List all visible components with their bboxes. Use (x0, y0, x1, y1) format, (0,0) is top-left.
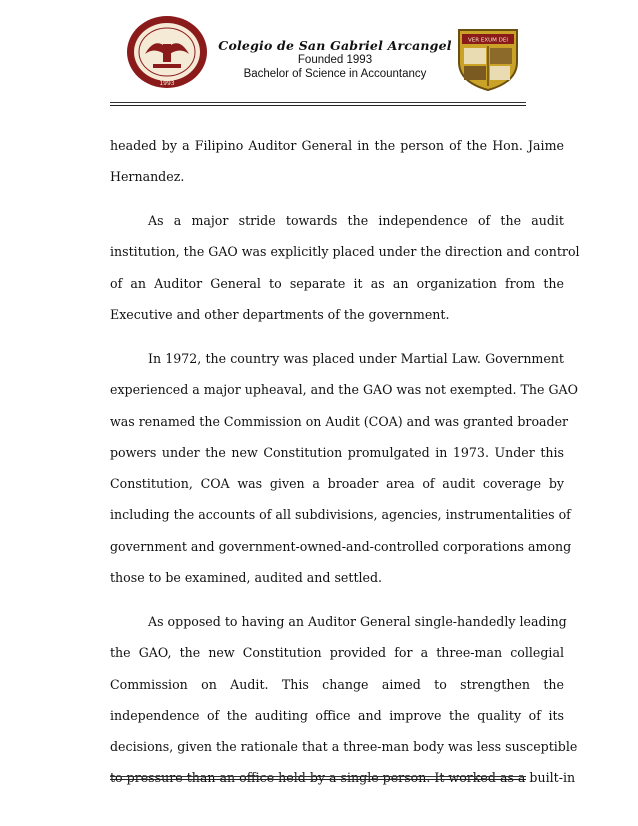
paragraph-line: was renamed the Commission on Audit (COA) and was granted broader (110, 413, 569, 429)
paragraph-line: As opposed to having an Auditor General single-handedly leading (148, 613, 567, 629)
program-text: Bachelor of Science in Accountancy (243, 68, 427, 80)
shield-motto-text: VER EXUM DEI (468, 37, 508, 44)
paragraph-line: experienced a major upheaval, and the GAO was not exempted. The GAO (110, 382, 578, 398)
college-seal-logo (125, 14, 209, 90)
header-divider (110, 102, 526, 106)
founded-text: Founded 1993 (297, 54, 373, 66)
paragraph-line: As a major stride towards the independence of the audit (148, 213, 564, 229)
paragraph-line: powers under the new Constitution promulgated in 1973. Under this (110, 444, 564, 460)
page-header (0, 0, 638, 100)
paragraph-line: Commission on Audit. This change aimed to strengthen the (110, 676, 564, 692)
seal-year-text: 1993 (159, 80, 175, 87)
paragraph-line: headed by a Filipino Auditor General in the person of the Hon. Jaime (110, 138, 564, 153)
paragraph-line: those to be examined, audited and settled. (110, 570, 383, 586)
document-body (110, 132, 580, 796)
department-shield-logo (456, 26, 520, 92)
paragraph-line: of an Auditor General to separate it as an organization from the (110, 275, 564, 291)
paragraph-line: independence of the auditing office and improve the quality of its (110, 707, 564, 723)
college-name: Colegio de San Gabriel Arcangel (218, 38, 452, 53)
paragraph-line: the GAO, the new Constitution provided for a three-man collegial (110, 645, 564, 661)
paragraph-line: decisions, given the rationale that a three-man body was less susceptible (110, 739, 578, 755)
paragraph-line: Constitution, COA was given a broader area of audit coverage by (110, 476, 564, 492)
paragraph-line: In 1972, the country was placed under Martial Law. Government (148, 350, 564, 366)
paragraph-line: including the accounts of all subdivisions, agencies, instrumentalities of (110, 507, 571, 523)
footer-divider (110, 776, 526, 780)
paragraph-line: institution, the GAO was explicitly placed under the direction and control (110, 244, 580, 260)
paragraph-line: to pressure than an office held by a single person. It worked as a built-in (110, 770, 576, 786)
paragraph-line: Executive and other departments of the government. (110, 307, 450, 323)
paragraph-line: Hernandez. (110, 169, 185, 185)
header-text-block (200, 39, 470, 81)
paragraph-line: government and government-owned-and-controlled corporations among (110, 538, 572, 554)
